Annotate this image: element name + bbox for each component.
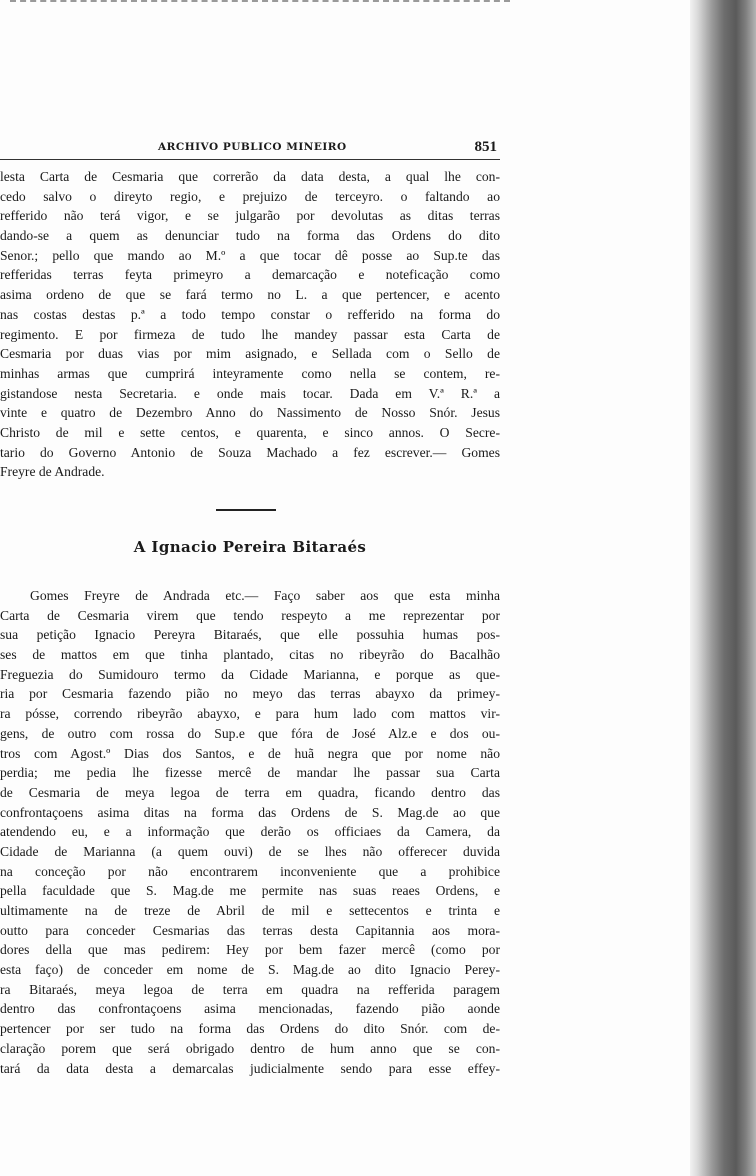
first-paragraph [0, 167, 500, 482]
text-line: cedo salvo o direyto regio, e prejuizo de terceyro. o faltando ao [0, 188, 500, 204]
text-line: esta faço) de conceder em nome de S. Mag.de ao dito Ignacio Perey- [0, 962, 500, 978]
section-separator [216, 509, 276, 511]
text-line: Freguezia do Sumidouro termo da Cidade Marianna, e porque as que- [0, 666, 500, 682]
text-line: lesta Carta de Cesmaria que correrão da data desta, a qual lhe con- [0, 169, 500, 184]
second-paragraph [0, 586, 500, 1078]
text-line: regimento. E por firmeza de tudo lhe mandey passar esta Carta de [0, 326, 500, 342]
text-line: sua petição Ignacio Pereyra Bitaraés, que elle possuhia humas pos- [0, 627, 500, 643]
text-line: Carta de Cesmaria virem que tendo respeyto a me reprezentar por [0, 607, 500, 623]
text-line: ultimamente na de treze de Abril de mil e settecentos e trinta e [0, 903, 500, 918]
text-line: perdia; me pedia lhe fizesse mercê de mandar lhe passar sua Carta [0, 765, 500, 781]
page-header [0, 139, 505, 161]
text-line: tario do Governo Antonio de Souza Machado a fez escrever.— Gomes [0, 444, 500, 460]
text-line: ra pósse, correndo ribeyrão abayxo, e para hum lado com mattos vir- [0, 706, 500, 722]
text-line: asima ordeno de que se fará termo no L. a que pertencer, e acento [0, 287, 500, 303]
text-line: Freyre de Andrade. [0, 464, 105, 480]
text-line: vinte e quatro de Dezembro Anno do Nassimento de Nosso Snór. Jesus [0, 405, 500, 421]
text-line: Gomes Freyre de Andrada etc.— Faço saber aos que esta minha [30, 588, 500, 603]
text-line: Cesmaria por duas vias por mim asignado, e Sellada com o Sello de [0, 346, 500, 362]
text-line: na conceção por não encontrarem inconveniente que a prohibice [0, 863, 500, 879]
text-line: refferido não terá vigor, e se julgarão por devolutas as ditas terras [0, 208, 500, 224]
text-line: ra Bitaraés, meya legoa de terra em quadra na refferida paragem [0, 981, 500, 997]
text-line: confrontaçoens asima ditas na forma das Ordens de S. Mag.de ao que [0, 804, 500, 820]
text-line: claração porem que será obrigado dentro de hum anno que se con- [0, 1040, 500, 1056]
text-line: Christo de mil e sette centos, e quarenta, e sinco annos. O Secre- [0, 424, 500, 440]
text-line: ses de mattos em que tinha plantado, citas no ribeyrão do Bacalhão [0, 647, 500, 663]
top-edge-rule [10, 0, 510, 6]
text-line: pertencer por ser tudo na forma das Ordens do dito Snór. com de- [0, 1021, 500, 1037]
text-line: minhas armas que cumprirá inteyramente como nella se contem, re- [0, 365, 500, 381]
text-line: tará da data desta a demarcalas judicialmente sendo para esse effey- [0, 1060, 500, 1076]
text-line: dentro das confrontaçoens asima mencionadas, fazendo pião aonde [0, 1001, 500, 1017]
text-line: gistandose nesta Secretaria. e onde mais tocar. Dada em V.ª R.ª a [0, 385, 500, 401]
running-title: ARCHIVO PUBLICO MINEIRO [158, 141, 347, 153]
text-line: tros com Agost.º Dias dos Santos, e de huã negra que por nome não [0, 745, 500, 761]
text-line: pella faculdade que S. Mag.de me permite nas suas reaes Ordens, e [0, 883, 500, 899]
text-line: gens, de outro com rossa do Sup.e que fóra de José Alz.e e dos ou- [0, 725, 500, 741]
text-line: Senor.; pello que mando ao M.º a que tocar dê posse ao Sup.te das [0, 247, 500, 263]
page-number: 851 [474, 139, 497, 155]
text-line: refferidas terras feyta primeyro a demarcação e noteficação como [0, 267, 500, 283]
book-spine-shadow [690, 0, 756, 1176]
text-line: atendendo eu, e a informação que derão os officiaes da Camera, da [0, 824, 500, 840]
text-line: nas costas destas p.ª a todo tempo constar o refferido na forma do [0, 306, 500, 322]
header-rule [0, 159, 500, 160]
text-line: dores della que mas pedirem: Hey por bem fazer mercê (como por [0, 942, 500, 958]
text-line: ria por Cesmaria fazendo pião no meyo das terras abayxo da primey- [0, 686, 500, 702]
text-line: outto para conceder Cesmarias das terras desta Capitannia aos mora- [0, 922, 500, 938]
text-line: dando-se a quem as denunciar tudo na forma das Ordens do dito [0, 228, 500, 244]
text-line: Cidade de Marianna (a quem ouvi) de se lhes não offerecer duvida [0, 843, 500, 859]
text-line: de Cesmaria de meya legoa de terra em quadra, ficando dentro das [0, 784, 500, 800]
section-title: A Ignacio Pereira Bitaraés [133, 538, 367, 556]
